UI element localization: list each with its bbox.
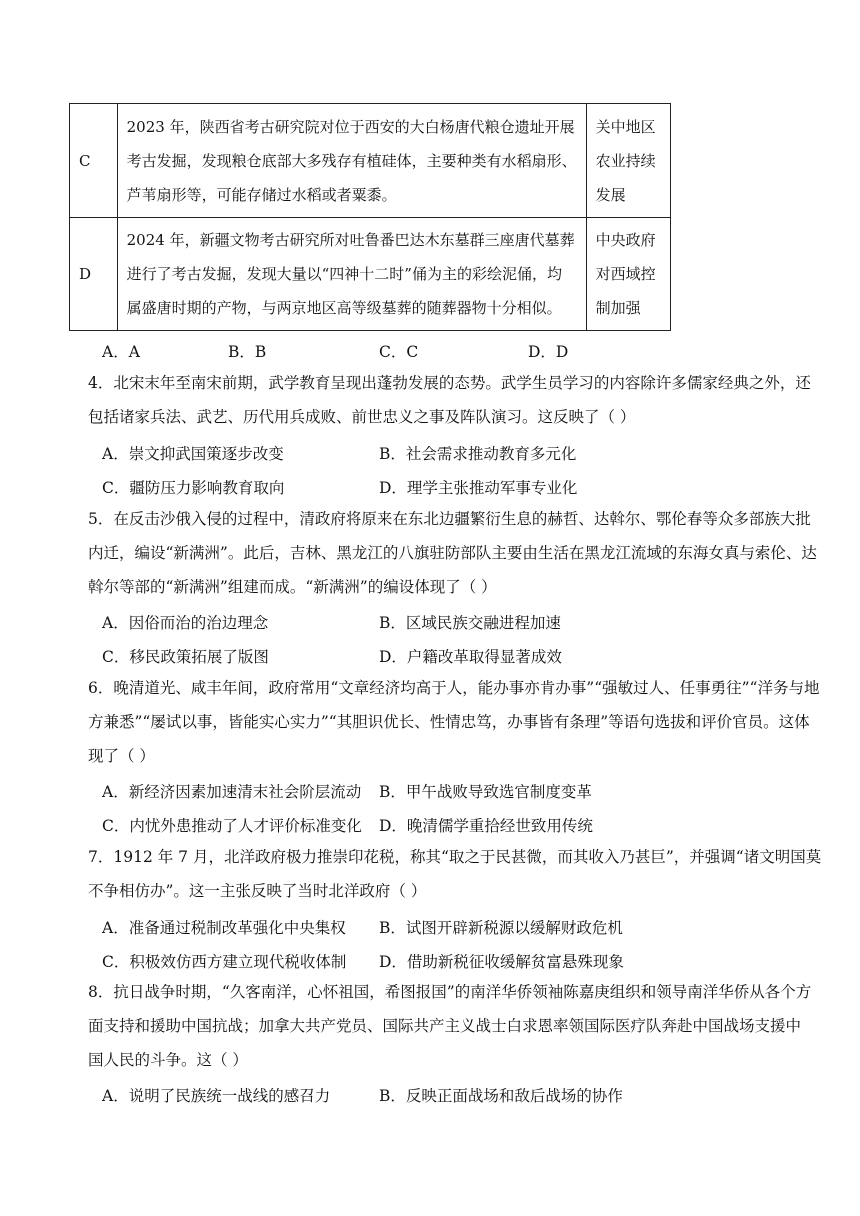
- conclusion-line: 发展: [595, 185, 626, 204]
- stem-line: 6．晚清道光、咸丰年间，政府常用“文章经济均高于人，能办事亦肯办事”“强敏过人、任事勇往”“洋务与地: [88, 679, 820, 697]
- q4-option-b[interactable]: B．社会需求推动教育多元化: [379, 445, 577, 463]
- stem-line: 4．北宋末年至南宋前期，武学教育呈现出蓬勃发展的态势。武学生员学习的内容除许多儒家经典之外，还: [88, 374, 811, 392]
- stem-line: 面支持和援助中国抗战；加拿大共产党员、国际共产主义战士白求恩率领国际医疗队奔赴中国战场支援中: [88, 1017, 802, 1035]
- stem-line: 8．抗日战争时期，“久客南洋，心怀祖国，希图报国”的南洋华侨领袖陈嘉庚组织和领导南洋华侨从各个方: [88, 983, 812, 1001]
- q8-option-a[interactable]: A．说明了民族统一战线的感召力: [102, 1087, 331, 1105]
- q7-option-b[interactable]: B．试图开辟新税源以缓解财政危机: [379, 919, 623, 937]
- q5-option-a[interactable]: A．因俗而治的治边理念: [102, 614, 269, 632]
- conclusion-line: 制加强: [595, 299, 641, 317]
- question-4-stem: [88, 366, 811, 434]
- description-line: 2024 年，新疆文物考古研究所对吐鲁番巴达木东墓群三座唐代墓葬: [126, 231, 575, 249]
- row-description: [117, 104, 586, 218]
- q5-option-d[interactable]: D．户籍改革取得显著成效: [379, 648, 562, 666]
- stem-line: 7．1912 年 7 月，北洋政府极力推崇印花税，称其“取之于民甚微，而其收入乃甚巨”，并强调“诸文明国莫: [88, 848, 822, 866]
- conclusion-line: 关中地区: [595, 117, 656, 136]
- question-5-stem: [88, 502, 817, 604]
- question-8-stem: [88, 975, 812, 1077]
- description-line: 属盛唐时期的产物，与两京地区高等级墓葬的随葬器物十分相似。: [126, 299, 562, 317]
- stem-line: 不争相仿办”。这一主张反映了当时北洋政府（ ）: [88, 882, 427, 900]
- q4-option-a[interactable]: A．崇文抑武国策逐步改变: [102, 445, 284, 463]
- stem-line: 斡尔等部的“新满洲”组建而成。“新满洲”的编设体现了（ ）: [88, 578, 497, 596]
- conclusion-line: 中央政府: [595, 231, 656, 249]
- stem-line: 现了（ ）: [88, 747, 155, 765]
- q5-option-c[interactable]: C．移民政策拓展了版图: [102, 648, 269, 666]
- q4-option-c[interactable]: C．疆防压力影响教育取向: [102, 479, 285, 497]
- q6-option-c[interactable]: C．内忧外患推动了人才评价标准变化: [102, 817, 362, 835]
- q3-option-b[interactable]: B．B: [228, 343, 267, 361]
- description-line: 2023 年，陕西省考古研究院对位于西安的大白杨唐代粮仓遗址开展: [126, 117, 575, 136]
- q7-option-c[interactable]: C．积极效仿西方建立现代税收体制: [102, 953, 347, 971]
- q3-option-a[interactable]: A．A: [102, 343, 140, 361]
- description-line: 芦苇扇形等，可能存储过水稻或者粟黍。: [126, 185, 397, 204]
- row-conclusion: [586, 218, 670, 331]
- description-line: 进行了考古发掘，发现大量以“四神十二时”俑为主的彩绘泥俑，均: [126, 265, 562, 283]
- stem-line: 方兼悉”“屡试以事，皆能实心实力”“其胆识优长、性情忠笃，办事皆有条理”等语句选拔和评价官员。这体: [88, 713, 810, 731]
- q4-option-d[interactable]: D．理学主张推动军事专业化: [379, 479, 578, 497]
- question-6-stem: [88, 671, 820, 773]
- table-row: [70, 104, 671, 218]
- stem-line: 包括诸家兵法、武艺、历代用兵成败、前世忠义之事及阵队演习。这反映了（ ）: [88, 408, 636, 426]
- q6-option-b[interactable]: B．甲午战败导致选官制度变革: [379, 783, 592, 801]
- row-letter: C: [70, 104, 118, 218]
- row-description: [117, 218, 586, 331]
- stem-line: 5．在反击沙俄入侵的过程中，清政府将原来在东北边疆繁衍生息的赫哲、达斡尔、鄂伦春等众多部族大批: [88, 510, 811, 528]
- row-letter: D: [70, 218, 118, 331]
- q7-option-d[interactable]: D．借助新税征收缓解贫富悬殊现象: [379, 953, 624, 971]
- description-line: 考古发掘，发现粮仓底部大多残存有植硅体，主要种类有水稻扇形、: [126, 151, 577, 170]
- q6-option-d[interactable]: D．晚清儒学重拾经世致用传统: [379, 817, 593, 835]
- q8-option-b[interactable]: B．反映正面战场和敌后战场的协作: [379, 1087, 623, 1105]
- conclusion-line: 农业持续: [595, 151, 656, 170]
- option-table: [69, 103, 671, 331]
- table-row: [70, 218, 671, 331]
- row-conclusion: [586, 104, 670, 218]
- conclusion-line: 对西域控: [595, 265, 656, 283]
- q3-option-d[interactable]: D．D: [528, 343, 569, 361]
- q6-option-a[interactable]: A．新经济因素加速清末社会阶层流动: [102, 783, 362, 801]
- q5-option-b[interactable]: B．区域民族交融进程加速: [379, 614, 561, 632]
- q3-option-c[interactable]: C．C: [379, 343, 419, 361]
- question-7-stem: [88, 840, 822, 908]
- stem-line: 国人民的斗争。这（ ）: [88, 1051, 248, 1069]
- stem-line: 内迁，编设“新满洲”。此后，吉林、黑龙江的八旗驻防部队主要由生活在黑龙江流域的东海女真与索伦、达: [88, 544, 817, 562]
- q7-option-a[interactable]: A．准备通过税制改革强化中央集权: [102, 919, 346, 937]
